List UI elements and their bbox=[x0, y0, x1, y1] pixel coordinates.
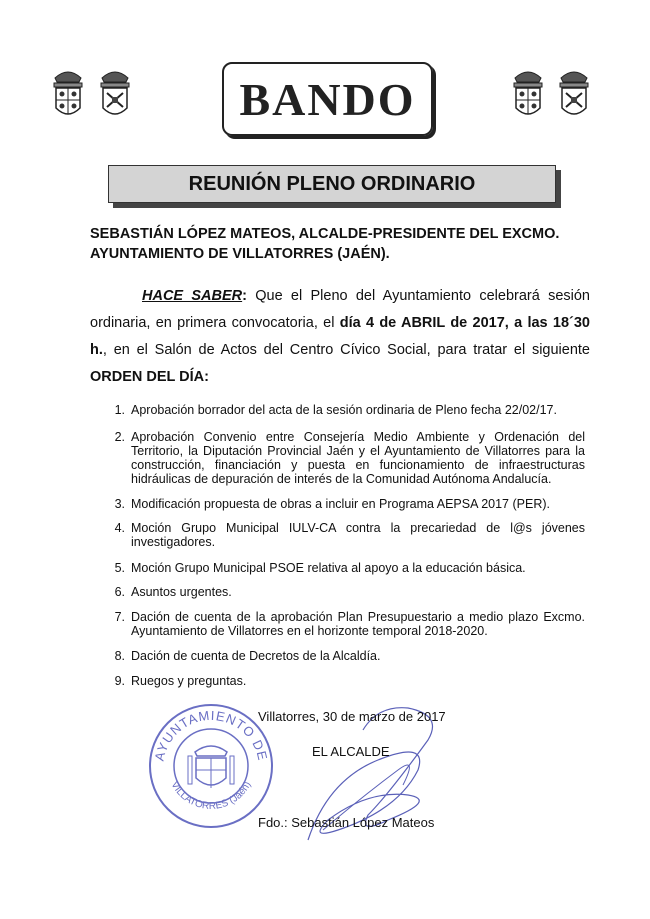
agenda-item: 1. Aprobación borrador del acta de la sesión ordinaria de Pleno fecha 22/02/17. bbox=[114, 403, 557, 417]
svg-text:AYUNTAMIENTO DE: AYUNTAMIENTO DE bbox=[151, 707, 271, 763]
coat-of-arms-icon bbox=[557, 66, 591, 124]
coat-of-arms-icon bbox=[51, 66, 85, 124]
meeting-banner bbox=[108, 165, 556, 203]
bando-title: BANDO bbox=[239, 73, 416, 125]
agenda-item: 3. Modificación propuesta de obras a incluir en Programa AEPSA 2017 (PER). bbox=[114, 497, 550, 511]
signer-role: EL ALCALDE bbox=[312, 744, 390, 759]
meeting-date: día 4 de ABRIL de 2017, a las 18´30 h. bbox=[90, 315, 590, 358]
signature-scribble bbox=[268, 700, 458, 860]
coat-of-arms-icon bbox=[98, 66, 132, 124]
agenda-item: 9. Ruegos y preguntas. bbox=[114, 674, 247, 688]
coat-of-arms-icon bbox=[511, 66, 545, 124]
announcement-paragraph: HACE SABER: Que el Pleno del Ayuntamiento celebrará sesión ordinaria, en primera convocatoria, el día 4 de ABRIL de 2017, a las 18´30 h., en el Salón de Actos del Centro Cívico Social, para tratar el siguiente ORDEN DEL DÍA: bbox=[90, 288, 590, 385]
agenda-heading: ORDEN DEL DÍA: bbox=[90, 369, 209, 385]
agenda-item: 6. Asuntos urgentes. bbox=[114, 585, 232, 599]
bando-title-box bbox=[222, 62, 433, 136]
hace-saber-label: HACE SABER bbox=[142, 288, 243, 304]
agenda-item: 7. Dación de cuenta de la aprobación Plan Presupuestario a medio plazo Excmo. Ayuntamiento de Villatorres en el horizonte temporal 2018-2020. bbox=[114, 610, 585, 638]
municipal-seal-icon bbox=[147, 702, 275, 830]
agenda-item: 2. Aprobación Convenio entre Consejería Medio Ambiente y Ordenación del Territorio, la Diputación Provincial Jaén y el Ayuntamiento de Villatorres para la construcción, financiación y puesta en funcionamiento de infraestructuras hidráulicas de depuración de interés de la Comunidad Autónoma Andalucía. bbox=[114, 430, 585, 486]
agenda-item: 5. Moción Grupo Municipal PSOE relativa al apoyo a la educación básica. bbox=[114, 561, 526, 575]
mayor-heading: SEBASTIÁN LÓPEZ MATEOS, ALCALDE-PRESIDENTE DEL EXCMO. AYUNTAMIENTO DE VILLATORRES (JAÉN). bbox=[90, 226, 560, 262]
signer-name: Fdo.: Sebastián López Mateos bbox=[258, 815, 435, 830]
svg-text:VILLATORRES (Jaén): VILLATORRES (Jaén) bbox=[168, 779, 254, 812]
agenda-item: 8. Dación de cuenta de Decretos de la Alcaldía. bbox=[114, 649, 381, 663]
place-date: Villatorres, 30 de marzo de 2017 bbox=[258, 709, 446, 724]
meeting-title: REUNIÓN PLENO ORDINARIO bbox=[188, 172, 476, 195]
agenda-item: 4. Moción Grupo Municipal IULV-CA contra la precariedad de l@s jóvenes investigadores. bbox=[114, 521, 585, 549]
